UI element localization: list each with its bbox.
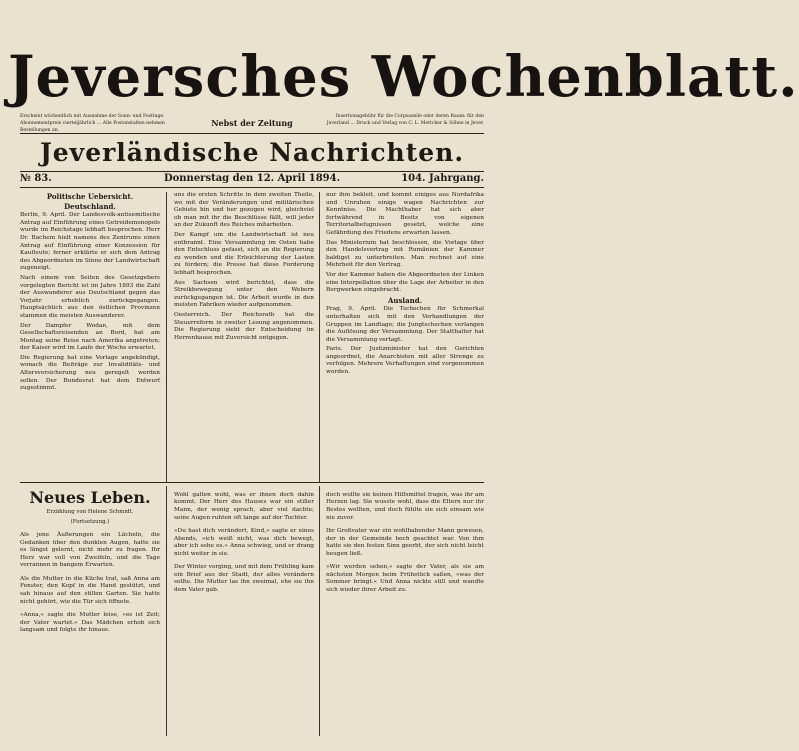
story-subtitle: Erzählung von Helene Schmidt. [46,509,134,515]
article-paragraph: Das Ministerium hat beschlossen, die Vorlage über den Handelsvertrag mit Rumänien der Kammer baldigst zu unterbreiten. Man rechnet auf eine Mehrheit für den Vertrag. [326,239,484,269]
article-paragraph: Nach einem von Seiten des Gesetzgebers vorgelegten Bericht ist im Jahre 1893 die Zahl der Auswanderer aus Deutschland gegen das Vorjahr erheblich zurückgegangen. Hauptsächlich aus den östlichen Provinzen stammen die meisten Auswanderer. [20,274,160,319]
germany-label: Deutschland. [64,201,116,211]
story-column-3 [326,486,484,736]
column-divider [166,192,167,482]
column-divider [319,486,320,736]
article-paragraph: Prag, 9. April. Die Tschechen für Schmerkal unterhalten sich mit den Verhandlungen der Gruppen im Landtage; die Jungtschechen verlangen die Auflösung der Versammlung. Der Statthalter hat die Versammlung vertagt. [326,306,484,343]
story-paragraph: Der Winter verging, und mit dem Frühling kam ein Brief aus der Stadt, der alles verändern sollte. Die Mutter las ihn zweimal, ehe sie ihn dem Vater gab. [174,564,314,593]
story-title: Neues Leben. [29,488,151,507]
masthead-title: Jeversches Wochenblatt. [8,44,799,110]
politics-heading: Politische Uebersicht. [46,192,134,201]
dateline [20,172,484,186]
article-paragraph: Oesterreich. Der Reichsrath hat die Steuerreform in zweiter Lesung angenommen. Die Regierung sieht der Entscheidung im Herrenhause mit Zuversicht entgegen. [174,311,314,341]
story-paragraph: »Wir werden sehen,« sagte der Vater, als sie am nächsten Morgen beim Frühstück saßen, »was der Sommer bringt.« Und Anna nickte still und wandte sich wieder ihrer Arbeit zu. [326,564,484,593]
news-column-2 [174,192,314,482]
header-rule [20,133,484,134]
volume-number: 104. Jahrgang. [401,173,484,184]
article-paragraph: Berlin, 9. April. Der Landesvolk-antisemitische Antrag auf Einführung eines Getreidemonopols wurde im Reichstage lebhaft besprochen. Herr Dr. Bachem hielt namens des Zentrums einen Antrag auf Einführung einer Konzession für Kaufleute; ferner erklärte er sich dem Antrag des Abgeordneten im Sinne der Landwirtschaft zugeneigt. [20,212,160,272]
article-paragraph: Der Dampfer Wodan, mit dem Gesellschaftsreisenden an Bord, hat am Montag seine Reise nach Amerika angetreten; der Kaiser wird im Laufe der Woche erwartet. [20,322,160,352]
subscription-notice: Erscheint wöchentlich mit Ausnahme der Sonn- und Festtage. Abonnementpreis vierteljährlich ... Alle Postanstalten nehmen Bestellungen an. [20,114,165,133]
story-continuation: (Fortsetzung.) [70,518,110,525]
column-divider [319,192,320,482]
story-paragraph: »Anna,« sagte die Mutter leise, »es ist Zeit; der Vater wartet.« Das Mädchen erhob sich langsam und folgte ihr hinaus. [20,611,160,634]
article-paragraph: nur ihm bekleit, und kommt einiges aus Nordafrika und Unruhen einige wagen Nachrichten zur Kenntniss. Die Machthaber hat sich aber fortwährend in Besitz von eigenen Territorialbefugnissen gesetzt, welche eine Gefährdung des Friedens erwarten lassen. [326,192,484,236]
story-paragraph: doch wollte sie keinen Hilfsmittel fragen, was ihr am Herzen lag. Sie wusste wohl, dass die Eltern nur ihr Bestes wollten, und doch fühlte sie sich einsam wie nie zuvor. [326,491,484,521]
feuilleton-rule [20,482,484,483]
story-paragraph: Wohl galten wohl, was er ihnen doch dahin kommt. Der Herr des Hauses war ein stiller Mann, der wenig sprach, aber viel dachte; seine Augen ruhten oft lange auf der Tochter. [174,491,314,521]
column-divider [166,486,167,736]
story-paragraph: Ihr Großvater war ein wohlhabender Mann gewesen, der in der Gemeinde hoch geachtet war. Von ihm hatte sie den festen Sinn geerbt, der sich nicht leicht beugen ließ. [326,527,484,557]
issue-date: Donnerstag den 12. April 1894. [163,173,341,184]
issue-number: № 83. [20,173,52,184]
article-paragraph: Aus Sachsen wird berichtet, dass die Streikbewegung unter den Webern zurückgegangen ist. Die Arbeit wurde in den meisten Fabriken wieder aufgenommen. [174,279,314,309]
story-paragraph: Als die Mutter in die Küche trat, saß Anna am Fenster, den Kopf in die Hand gestützt, und sah hinaus auf den stillen Garten. Sie hatte nicht gehört, wie die Tür sich öffnete. [20,575,160,605]
politics-column [20,192,160,478]
feuilleton-story [20,486,160,736]
article-paragraph: Paris. Der Justizminister hat den Gerichten angeordnet, die Anarchisten mit aller Strenge zu verfolgen. Mehrere Verhaftungen sind vorgenommen worden. [326,346,484,376]
story-column-2 [174,486,314,736]
section-title: Jeverländische Nachrichten. [39,138,465,167]
story-paragraph: Als jene Äußerungen ein Lächeln, die Gedanken über den dunklen Augen, hatte sie es längst gelernt, nicht mehr zu fragen. Ihr Herz war voll von Zweifeln, und die Tage verrannen in bangem Erwarten. [20,531,160,569]
article-paragraph: uns die ersten Schritte in dem zweiten Theile, wo mit der Veränderungen und militärischen Gebiete hin und her gezogen wird, gleichviel ob man mit ihr die Beschlüsse fällt, will jeder an der Zukunft des Reiches mitarbeiten. [174,192,314,229]
supplement-note: Nebst der Zeitung [211,118,293,128]
dateline-rule-bottom [20,187,484,188]
article-paragraph: Die Regierung hat eine Vorlage angekündigt, wonach die Beiträge zur Invaliditäts- und Altersversicherung neu geregelt werden sollen. Der Bundesrat hat dem Entwurf zugestimmt. [20,354,160,392]
abroad-label: Ausland. [387,295,423,305]
article-paragraph: Der Kampf um die Landwirtschaft ist neu entbrannt. Eine Versammlung im Osten habe den Entschluss gefasst, sich an die Regierung zu wenden und die Erleichterung der Lasten zu fordern; die Presse hat diese Forderung lebhaft besprochen. [174,231,314,276]
news-column-3 [326,192,484,482]
article-paragraph: Vor der Kammer haben die Abgeordneten der Linken eine Interpellation über die Lage der Arbeiter in den Bergwerken eingebracht. [326,271,484,294]
advert-notice: Insertionsgebühr für die Corpuszeile oder deren Raum: für den Jeverland ... Druck und Verlag von C. L. Mettcker & Söhne in Jever. [326,114,484,126]
story-paragraph: »Du hast dich verändert, Kind,« sagte er eines Abends, »ich weiß nicht, was dich bewegt, aber ich sehe es.« Anna schwieg, und er drang nicht weiter in sie. [174,527,314,557]
